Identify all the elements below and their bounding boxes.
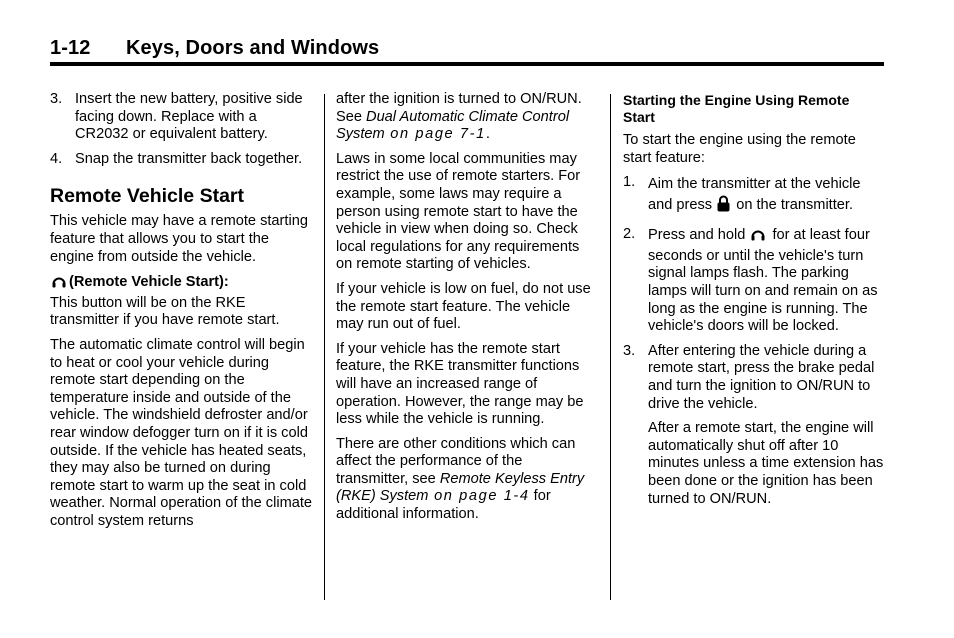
lock-icon <box>717 195 730 219</box>
step-number: 3. <box>50 91 63 107</box>
chapter-title: Keys, Doors and Windows <box>126 37 380 59</box>
button-description <box>50 273 312 330</box>
intro-paragraph: To start the engine using the remote start feature: <box>623 132 856 166</box>
list-item-step-3 <box>50 91 312 144</box>
step-number: 1. <box>623 174 636 191</box>
button-label: (Remote Vehicle Start): <box>69 274 229 291</box>
step-number: 4. <box>50 150 63 167</box>
other-conditions-paragraph <box>336 436 598 524</box>
step-text: After entering the vehicle during a remote start, press the brake pedal and turn the ignition to ON/RUN to drive the vehicle. <box>648 342 875 412</box>
text-run: . <box>485 126 490 143</box>
step-text <box>648 174 885 219</box>
text-run: for additional information. <box>336 488 551 523</box>
step-number: 3. <box>623 342 636 359</box>
range-paragraph: If your vehicle has the remote start feature, the RKE transmitter functions will have an increased range of operation. However, the range may be less while the vehicle is running. <box>336 340 584 428</box>
after-remote-start-paragraph: After a remote start, the engine will automatically shut off after 10 minutes unless a time extension has been done or the ignition has been turned to ON/RUN. <box>648 420 884 507</box>
text-run: for at least four seconds or until the vehicle's turn signal lamps flash. The parking lamps will turn on and remain on as long as the engine is running. The vehicle's doors will be locked. <box>648 227 878 335</box>
list-item-step-3 <box>623 343 885 413</box>
column-2 <box>336 91 598 531</box>
column-3 <box>623 91 885 515</box>
list-item-step-1 <box>623 174 885 219</box>
intro-paragraph: This vehicle may have a remote starting feature that allows you to start the engine from outside the vehicle. <box>50 213 308 265</box>
continued-paragraph <box>336 91 598 144</box>
laws-paragraph: Laws in some local communities may restrict the use of remote starters. For example, some laws may require a person using remote start to have the vehicle in view when doing so. Check local regulations for any requirements on remote starting of vehicles. <box>336 150 581 273</box>
text-run: Aim the transmitter at the vehicle and press <box>648 176 861 214</box>
page-reference[interactable]: on page 7-1 <box>384 126 486 143</box>
list-item-step-2 <box>623 226 885 336</box>
page-number: 1-12 <box>50 37 91 59</box>
fuel-paragraph: If your vehicle is low on fuel, do not use the remote start feature. The vehicle may run out of fuel. <box>336 280 591 333</box>
list-item-step-4 <box>50 151 312 169</box>
text-run: on the transmitter. <box>732 197 854 214</box>
climate-paragraph: The automatic climate control will begin to heat or cool your vehicle during remote start depending on the temperature inside and outside of the vehicle. The windshield defroster and/or rear window defogger turn on if it is cold outside. If the vehicle has heated seats, they may also be turned on during remote start to warm up the seat in cold weather. Normal operation of the climate control system returns <box>50 336 313 529</box>
subsection-heading: Starting the Engine Using Remote Start <box>623 92 850 125</box>
button-desc-text: This button will be on the RKE transmitter if you have remote start. <box>50 294 280 329</box>
page-reference[interactable]: on page 1-4 <box>428 488 530 505</box>
step-text: Snap the transmitter back together. <box>75 150 303 167</box>
remote-start-icon <box>51 273 67 295</box>
text-run: after the ignition is turned to ON/RUN. See <box>336 91 582 125</box>
header-rule <box>50 62 884 66</box>
text-run: Press and hold <box>648 227 750 244</box>
cross-reference-link[interactable]: Dual Automatic Climate Control System <box>336 108 570 143</box>
text-run: There are other conditions which can affect the performance of the transmitter, see <box>336 435 576 487</box>
cross-reference-link[interactable]: Remote Keyless Entry (RKE) System <box>336 470 585 505</box>
step-text <box>648 226 885 336</box>
column-1 <box>50 91 312 537</box>
step-text: Insert the new battery, positive side facing down. Replace with a CR2032 or equivalent battery. <box>75 91 303 143</box>
column-divider-1 <box>324 94 325 600</box>
column-divider-2 <box>610 94 611 600</box>
page-header <box>50 37 379 60</box>
remote-start-icon <box>750 226 766 248</box>
step-number: 2. <box>623 226 636 243</box>
section-heading: Remote Vehicle Start <box>50 185 244 208</box>
